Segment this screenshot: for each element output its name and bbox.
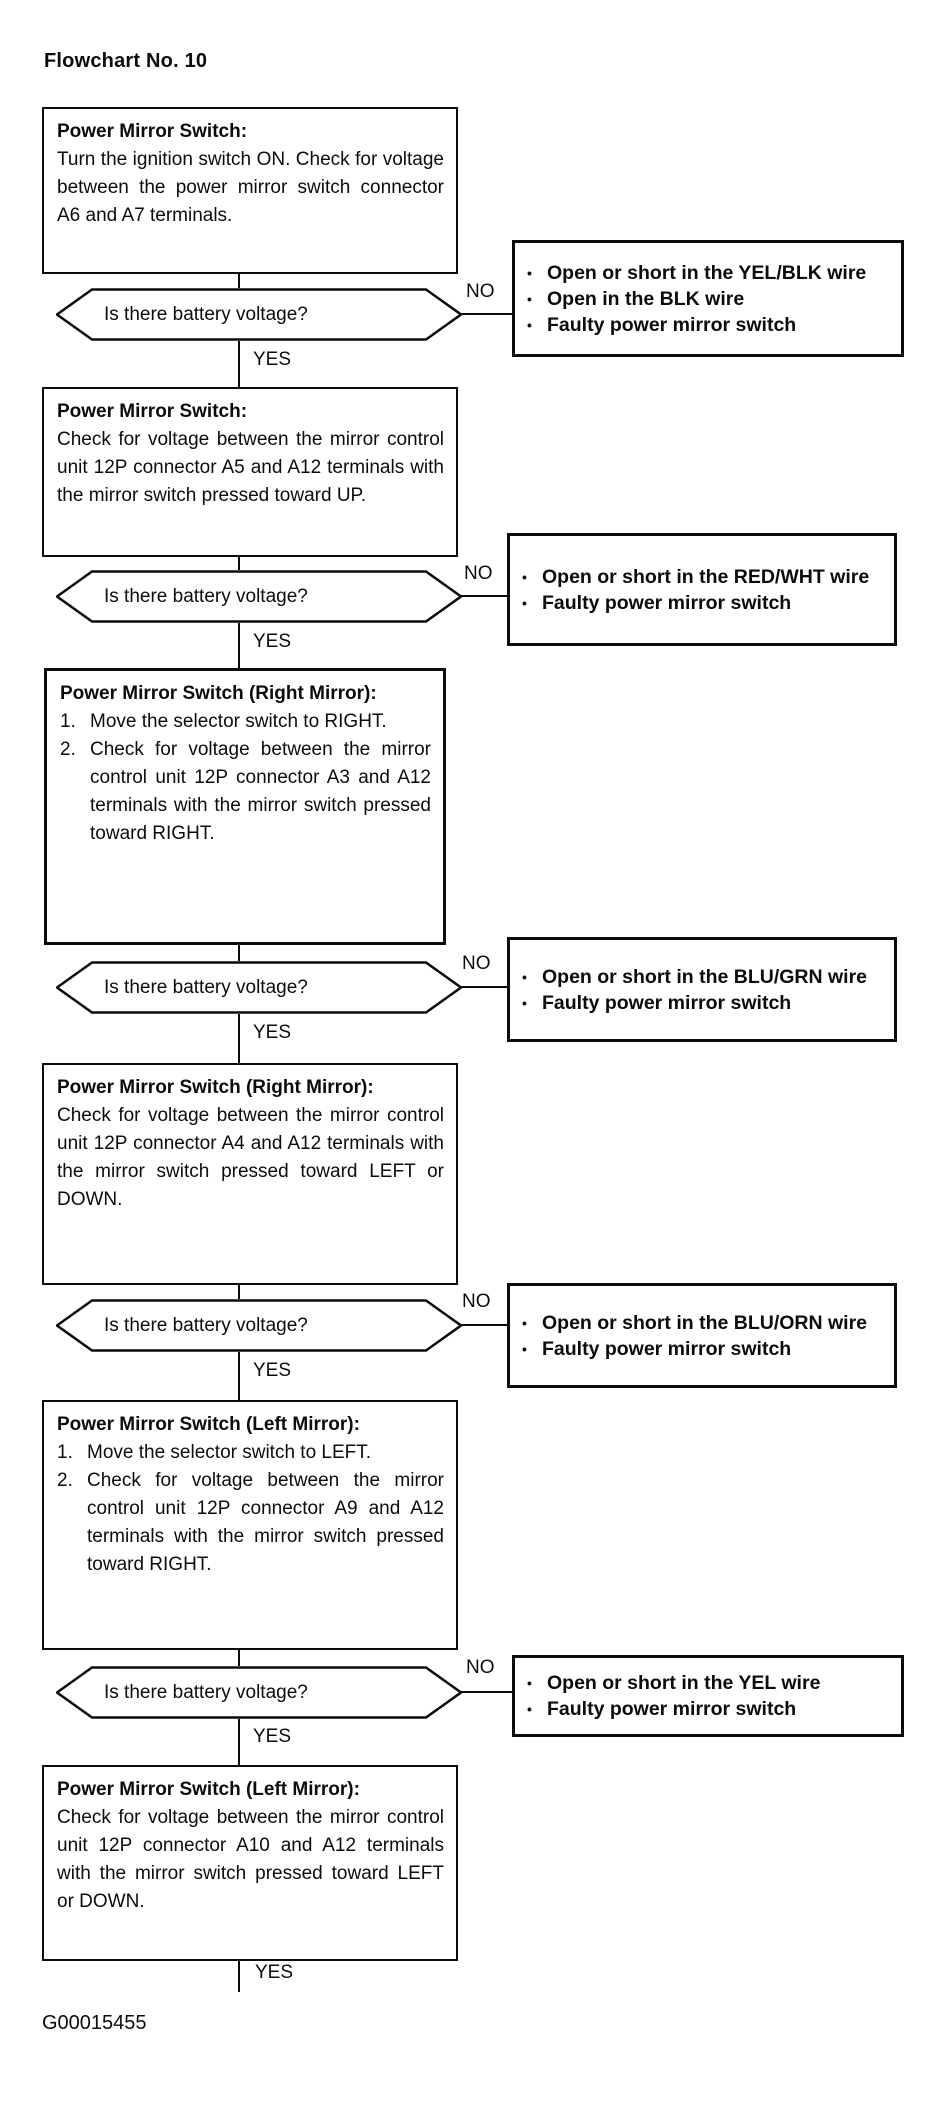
bullet-icon: • [522,568,527,585]
decision-3-question: Is there battery voltage? [104,976,308,998]
result-box-1-item-text: Faulty power mirror switch [547,313,797,336]
decision-2 [56,570,462,623]
bullet-icon: • [522,1314,527,1331]
process-box-5-step-2 [57,1467,444,1579]
result-box-4 [507,1283,897,1388]
process-box-6-body: Check for voltage between the mirror control unit 12P connector A10 and A12 terminals with the mirror switch pressed toward LEFT or DOWN. [57,1807,444,1912]
connector-decision3-no [460,986,507,988]
result-box-1-item [527,312,887,338]
result-box-2-item [522,564,880,590]
process-box-6 [42,1765,458,1961]
result-box-4-item [522,1336,880,1362]
result-box-2-item-text: Faulty power mirror switch [542,591,792,614]
decision-5 [56,1666,462,1719]
decision-4 [56,1299,462,1352]
bullet-icon: • [527,316,532,333]
result-box-4-item [522,1310,880,1336]
result-box-4-item-text: Faulty power mirror switch [542,1337,792,1360]
result-box-1-item [527,260,887,286]
result-box-5-item-text: Faulty power mirror switch [547,1698,797,1720]
connector-box1-decision1 [238,274,240,288]
result-box-1-item-text: Open in the BLK wire [547,287,745,310]
process-box-5-step-2-text: Check for voltage between the mirror control unit 12P connector A9 and A12 terminals with the mirror switch pressed toward RIGHT. [87,1470,444,1575]
decision-5-question: Is there battery voltage? [104,1681,308,1703]
bullet-icon: • [527,290,532,307]
process-box-1-title: Power Mirror Switch: [57,121,248,142]
result-box-2-item [522,590,880,616]
result-box-3-item-text: Faulty power mirror switch [542,991,792,1014]
result-box-1-item-text: Open or short in the YEL/BLK wire [547,261,867,284]
result-box-3-item [522,990,880,1016]
yes-label-5: YES [253,1726,292,1747]
bullet-icon: • [527,1675,532,1691]
no-label-5: NO [466,1657,495,1678]
decision-2-question: Is there battery voltage? [104,585,308,607]
bullet-icon: • [527,264,532,281]
result-box-1 [512,240,904,357]
bullet-icon: • [522,968,527,985]
connector-decision3-box4 [238,1014,240,1063]
process-box-3-step-1 [60,708,431,736]
bullet-icon: • [522,1340,527,1357]
bullet-icon: • [527,1701,532,1717]
decision-1-question: Is there battery voltage? [104,303,308,325]
connector-box5-decision5 [238,1650,240,1666]
bullet-icon: • [522,594,527,611]
process-box-3 [44,668,446,945]
connector-decision5-box6 [238,1719,240,1765]
connector-decision2-box3 [238,623,240,668]
yes-label-2: YES [253,631,292,652]
result-box-4-item-text: Open or short in the BLU/ORN wire [542,1311,868,1334]
process-box-3-step-2-text: Check for voltage between the mirror control unit 12P connector A3 and A12 terminals with the mirror switch pressed toward RIGHT. [90,739,431,844]
result-box-5-item [527,1670,887,1696]
process-box-3-step-1-number: 1. [60,711,76,732]
connector-decision5-no [460,1691,512,1693]
yes-label-3: YES [253,1022,292,1043]
yes-label-6: YES [255,1962,294,1983]
yes-label-4: YES [253,1360,292,1381]
process-box-3-step-1-text: Move the selector switch to RIGHT. [90,711,387,732]
process-box-2 [42,387,458,557]
connector-decision1-no [460,313,512,315]
connector-decision4-no [460,1324,507,1326]
process-box-5-step-2-number: 2. [57,1470,73,1491]
result-box-3-item [522,964,880,990]
no-label-2: NO [464,563,493,584]
process-box-3-step-2 [60,736,431,848]
connector-box6-exit [238,1961,240,1992]
process-box-1-body: Turn the ignition switch ON. Check for voltage between the power mirror switch connector A6 and A7 terminals. [57,149,444,226]
result-box-5-item [527,1696,887,1722]
result-box-5-item-text: Open or short in the YEL wire [547,1672,821,1694]
no-label-4: NO [462,1291,491,1312]
process-box-1 [42,107,458,274]
process-box-5-step-1-text: Move the selector switch to LEFT. [87,1442,372,1463]
no-label-1: NO [466,281,495,302]
result-box-2 [507,533,897,646]
process-box-4-title: Power Mirror Switch (Right Mirror): [57,1077,374,1098]
process-box-2-body: Check for voltage between the mirror control unit 12P connector A5 and A12 terminals with the mirror switch pressed toward UP. [57,429,444,506]
decision-1 [56,288,462,341]
figure-code: G00015455 [42,2012,147,2034]
process-box-4 [42,1063,458,1285]
no-label-3: NO [462,953,491,974]
result-box-3-item-text: Open or short in the BLU/GRN wire [542,965,868,988]
page-title: Flowchart No. 10 [44,50,208,72]
decision-3 [56,961,462,1014]
connector-box3-decision3 [238,945,240,961]
result-box-5 [512,1655,904,1737]
process-box-5-title: Power Mirror Switch (Left Mirror): [57,1414,360,1435]
process-box-5 [42,1400,458,1650]
process-box-3-title: Power Mirror Switch (Right Mirror): [60,683,377,704]
result-box-1-item [527,286,887,312]
process-box-5-step-1-number: 1. [57,1442,73,1463]
decision-4-question: Is there battery voltage? [104,1314,308,1336]
process-box-2-title: Power Mirror Switch: [57,401,248,422]
connector-decision2-no [460,595,507,597]
connector-box4-decision4 [238,1285,240,1299]
connector-box2-decision2 [238,557,240,570]
result-box-3 [507,937,897,1042]
connector-decision4-box5 [238,1352,240,1400]
process-box-4-body: Check for voltage between the mirror control unit 12P connector A4 and A12 terminals with the mirror switch pressed toward LEFT or DOWN. [57,1105,444,1210]
result-box-2-item-text: Open or short in the RED/WHT wire [542,565,870,588]
process-box-3-step-2-number: 2. [60,739,76,760]
process-box-5-step-1 [57,1439,444,1467]
process-box-6-title: Power Mirror Switch (Left Mirror): [57,1779,360,1800]
connector-decision1-box2 [238,341,240,387]
yes-label-1: YES [253,349,292,370]
bullet-icon: • [522,994,527,1011]
